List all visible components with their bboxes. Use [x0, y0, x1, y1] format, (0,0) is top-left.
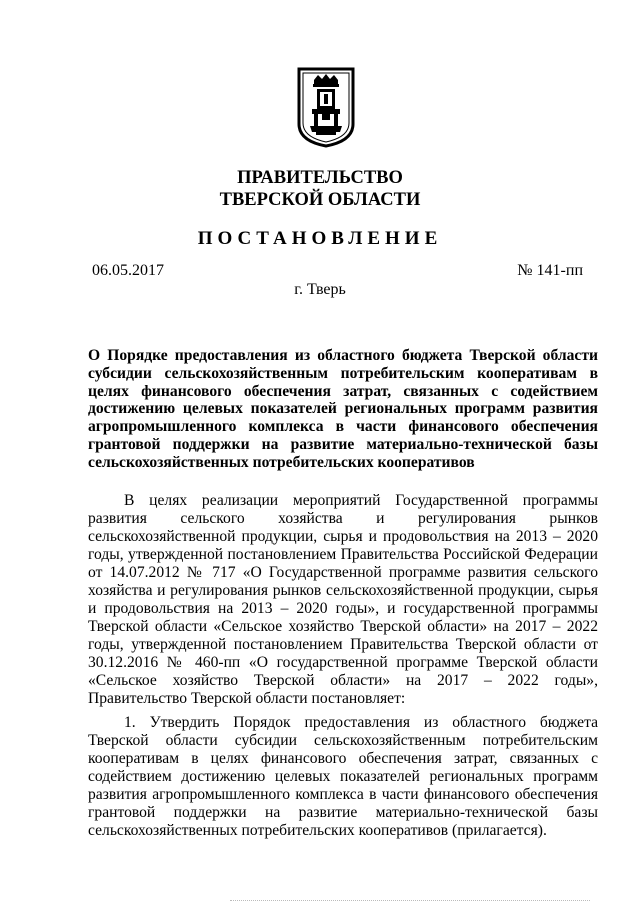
coat-of-arms-icon: [296, 66, 356, 148]
document-date: 06.05.2017: [92, 262, 164, 279]
document-title: О Порядке предоставления из областного бюджета Тверской области субсидии сельскохозяйственным потребительским кооперативам в целях финансового обеспечения затрат, связанных с содействием достижению целевых показателей региональных программ развития агропромышленного комплекса в части финансового обеспечения грантовой поддержки на развитие материально-технической базы сельскохозяйственных потребительских кооперативов: [88, 347, 598, 471]
body-paragraph-preamble: В целях реализации мероприятий Государственной программы развития сельского хозяйства и регулирования рынков сельскохозяйственной продукции, сырья и продовольствия на 2013 – 2020 годы, утвержденной постановлением Правительства Российской Федерации от 14.07.2012 № 717 «О Государственной программе развития сельского хозяйства и регулирования рынков сельскохозяйственной продукции, сырья и продовольствия на 2013 – 2020 годы», и государственной программы Тверской области «Сельское хозяйство Тверской области» на 2017 – 2022 годы, утвержденной постановлением Правительства Тверской области от 30.12.2016 № 460-пп «О государственной программе Тверской области «Сельское хозяйство Тверской области» на 2017 – 2022 годы», Правительство Тверской области постановляет:: [88, 492, 598, 707]
document-city: г. Тверь: [294, 281, 346, 298]
organization-name-line2: ТВЕРСКОЙ ОБЛАСТИ: [219, 190, 421, 210]
page-divider: [230, 900, 590, 902]
organization-name-line1: ПРАВИТЕЛЬСТВО: [237, 168, 403, 188]
document-type: ПОСТАНОВЛЕНИЕ: [197, 228, 443, 249]
body-paragraph-item-1: 1. Утвердить Порядок предоставления из областного бюджета Тверской области субсидии сельскохозяйственным потребительским кооперативам в целях финансового обеспечения затрат, связанных с содействием достижению целевых показателей региональных программ развития агропромышленного комплекса в части финансового обеспечения грантовой поддержки на развитие материально-технической базы сельскохозяйственных потребительских кооперативов (прилагается).: [88, 714, 598, 839]
document-number: № 141-пп: [517, 262, 583, 279]
